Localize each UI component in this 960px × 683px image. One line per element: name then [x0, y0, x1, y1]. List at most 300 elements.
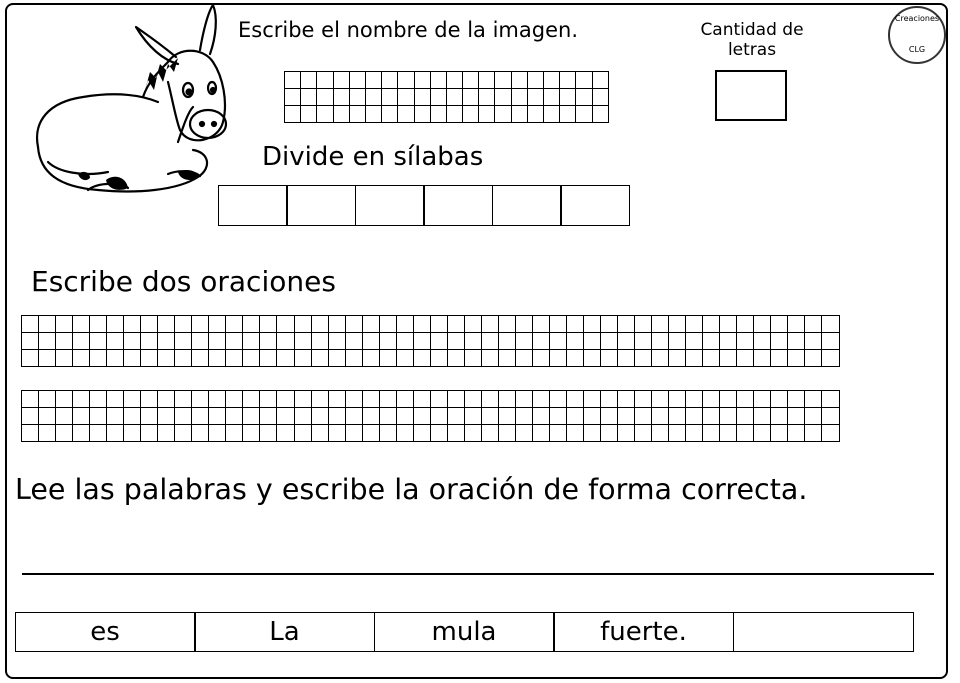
grid-cell[interactable]: [379, 425, 396, 442]
grid-cell[interactable]: [328, 350, 345, 367]
grid-cell[interactable]: [243, 408, 260, 425]
grid-cell[interactable]: [601, 316, 618, 333]
grid-cell[interactable]: [158, 316, 175, 333]
grid-cell[interactable]: [754, 391, 771, 408]
grid-cell[interactable]: [209, 425, 226, 442]
grid-cell[interactable]: [618, 350, 635, 367]
grid-cell[interactable]: [430, 333, 447, 350]
grid-cell[interactable]: [333, 72, 349, 89]
grid-cell[interactable]: [317, 106, 333, 123]
grid-cell[interactable]: [464, 350, 481, 367]
sentence-grid-1[interactable]: [21, 315, 840, 367]
grid-cell[interactable]: [532, 391, 549, 408]
grid-cell[interactable]: [39, 333, 56, 350]
grid-cell[interactable]: [527, 72, 543, 89]
grid-cell[interactable]: [447, 425, 464, 442]
grid-cell[interactable]: [175, 316, 192, 333]
word-box[interactable]: fuerte.: [553, 612, 734, 652]
grid-cell[interactable]: [56, 350, 73, 367]
grid-cell[interactable]: [618, 333, 635, 350]
syllable-box[interactable]: [492, 185, 562, 226]
grid-cell[interactable]: [601, 408, 618, 425]
grid-cell[interactable]: [447, 333, 464, 350]
grid-cell[interactable]: [260, 425, 277, 442]
grid-cell[interactable]: [430, 350, 447, 367]
grid-cell[interactable]: [73, 425, 90, 442]
grid-cell[interactable]: [703, 350, 720, 367]
grid-cell[interactable]: [56, 408, 73, 425]
grid-cell[interactable]: [686, 350, 703, 367]
grid-cell[interactable]: [567, 425, 584, 442]
grid-cell[interactable]: [635, 391, 652, 408]
grid-cell[interactable]: [311, 316, 328, 333]
grid-cell[interactable]: [124, 408, 141, 425]
grid-cell[interactable]: [446, 72, 462, 89]
grid-cell[interactable]: [294, 333, 311, 350]
grid-cell[interactable]: [107, 408, 124, 425]
grid-cell[interactable]: [328, 333, 345, 350]
grid-cell[interactable]: [365, 89, 381, 106]
grid-cell[interactable]: [495, 72, 511, 89]
grid-cell[interactable]: [226, 333, 243, 350]
grid-cell[interactable]: [720, 425, 737, 442]
sentence-grid-2[interactable]: [21, 390, 840, 442]
grid-cell[interactable]: [349, 89, 365, 106]
grid-cell[interactable]: [226, 391, 243, 408]
grid-cell[interactable]: [209, 333, 226, 350]
grid-cell[interactable]: [771, 408, 788, 425]
grid-cell[interactable]: [382, 89, 398, 106]
grid-cell[interactable]: [805, 350, 822, 367]
grid-cell[interactable]: [158, 425, 175, 442]
grid-cell[interactable]: [479, 89, 495, 106]
grid-cell[interactable]: [345, 408, 362, 425]
grid-cell[interactable]: [544, 89, 560, 106]
grid-cell[interactable]: [703, 391, 720, 408]
grid-cell[interactable]: [567, 350, 584, 367]
grid-cell[interactable]: [584, 350, 601, 367]
grid-cell[interactable]: [560, 89, 576, 106]
grid-cell[interactable]: [175, 350, 192, 367]
grid-cell[interactable]: [22, 333, 39, 350]
grid-cell[interactable]: [22, 408, 39, 425]
grid-cell[interactable]: [260, 316, 277, 333]
grid-cell[interactable]: [294, 408, 311, 425]
grid-cell[interactable]: [226, 425, 243, 442]
grid-cell[interactable]: [243, 391, 260, 408]
grid-cell[interactable]: [158, 408, 175, 425]
grid-cell[interactable]: [592, 89, 608, 106]
grid-cell[interactable]: [601, 350, 618, 367]
grid-cell[interactable]: [532, 425, 549, 442]
grid-cell[interactable]: [141, 425, 158, 442]
grid-cell[interactable]: [141, 408, 158, 425]
grid-cell[interactable]: [413, 333, 430, 350]
grid-cell[interactable]: [396, 425, 413, 442]
grid-cell[interactable]: [39, 408, 56, 425]
grid-cell[interactable]: [754, 350, 771, 367]
grid-cell[interactable]: [618, 425, 635, 442]
grid-cell[interactable]: [532, 408, 549, 425]
grid-cell[interactable]: [382, 106, 398, 123]
word-box[interactable]: [733, 612, 914, 652]
grid-cell[interactable]: [396, 333, 413, 350]
grid-cell[interactable]: [788, 408, 805, 425]
grid-cell[interactable]: [771, 350, 788, 367]
grid-cell[interactable]: [754, 333, 771, 350]
grid-cell[interactable]: [635, 350, 652, 367]
grid-cell[interactable]: [398, 106, 414, 123]
grid-cell[interactable]: [618, 391, 635, 408]
grid-cell[interactable]: [771, 425, 788, 442]
grid-cell[interactable]: [192, 391, 209, 408]
grid-cell[interactable]: [754, 425, 771, 442]
grid-cell[interactable]: [277, 425, 294, 442]
grid-cell[interactable]: [398, 72, 414, 89]
grid-cell[interactable]: [311, 333, 328, 350]
grid-cell[interactable]: [209, 408, 226, 425]
grid-cell[interactable]: [349, 72, 365, 89]
grid-cell[interactable]: [652, 350, 669, 367]
grid-cell[interactable]: [805, 425, 822, 442]
grid-cell[interactable]: [285, 72, 301, 89]
grid-cell[interactable]: [73, 408, 90, 425]
grid-cell[interactable]: [703, 316, 720, 333]
grid-cell[interactable]: [362, 350, 379, 367]
grid-cell[interactable]: [788, 350, 805, 367]
grid-cell[interactable]: [737, 333, 754, 350]
grid-cell[interactable]: [124, 316, 141, 333]
grid-cell[interactable]: [601, 425, 618, 442]
grid-cell[interactable]: [345, 425, 362, 442]
grid-cell[interactable]: [294, 350, 311, 367]
grid-cell[interactable]: [515, 408, 532, 425]
grid-cell[interactable]: [737, 391, 754, 408]
grid-cell[interactable]: [362, 391, 379, 408]
letter-count-box[interactable]: [715, 70, 787, 121]
grid-cell[interactable]: [209, 350, 226, 367]
grid-cell[interactable]: [737, 350, 754, 367]
grid-cell[interactable]: [549, 316, 566, 333]
grid-cell[interactable]: [532, 316, 549, 333]
grid-cell[interactable]: [754, 316, 771, 333]
grid-cell[interactable]: [635, 316, 652, 333]
grid-cell[interactable]: [260, 350, 277, 367]
grid-cell[interactable]: [618, 408, 635, 425]
grid-cell[interactable]: [822, 350, 840, 367]
answer-line[interactable]: [22, 573, 934, 575]
grid-cell[interactable]: [365, 106, 381, 123]
grid-cell[interactable]: [90, 350, 107, 367]
grid-cell[interactable]: [277, 391, 294, 408]
grid-cell[interactable]: [158, 350, 175, 367]
name-writing-grid[interactable]: [284, 71, 609, 123]
grid-cell[interactable]: [39, 425, 56, 442]
grid-cell[interactable]: [805, 408, 822, 425]
grid-cell[interactable]: [90, 333, 107, 350]
grid-cell[interactable]: [413, 425, 430, 442]
grid-cell[interactable]: [669, 425, 686, 442]
grid-cell[interactable]: [175, 425, 192, 442]
grid-cell[interactable]: [260, 333, 277, 350]
grid-cell[interactable]: [567, 316, 584, 333]
grid-cell[interactable]: [703, 425, 720, 442]
grid-cell[interactable]: [362, 408, 379, 425]
grid-cell[interactable]: [90, 408, 107, 425]
grid-cell[interactable]: [515, 425, 532, 442]
grid-cell[interactable]: [73, 316, 90, 333]
grid-cell[interactable]: [479, 72, 495, 89]
grid-cell[interactable]: [446, 89, 462, 106]
grid-cell[interactable]: [365, 72, 381, 89]
grid-cell[interactable]: [192, 350, 209, 367]
grid-cell[interactable]: [398, 89, 414, 106]
grid-cell[interactable]: [396, 316, 413, 333]
grid-cell[interactable]: [447, 391, 464, 408]
grid-cell[interactable]: [158, 391, 175, 408]
grid-cell[interactable]: [414, 106, 430, 123]
grid-cell[interactable]: [22, 391, 39, 408]
grid-cell[interactable]: [277, 333, 294, 350]
grid-cell[interactable]: [703, 333, 720, 350]
grid-cell[interactable]: [447, 316, 464, 333]
grid-cell[interactable]: [652, 333, 669, 350]
grid-cell[interactable]: [243, 333, 260, 350]
grid-cell[interactable]: [549, 333, 566, 350]
grid-cell[interactable]: [560, 72, 576, 89]
grid-cell[interactable]: [669, 333, 686, 350]
grid-cell[interactable]: [576, 72, 592, 89]
grid-cell[interactable]: [584, 333, 601, 350]
syllable-boxes[interactable]: [219, 185, 630, 226]
grid-cell[interactable]: [511, 106, 527, 123]
grid-cell[interactable]: [90, 425, 107, 442]
word-box[interactable]: es: [15, 612, 196, 652]
grid-cell[interactable]: [285, 89, 301, 106]
grid-cell[interactable]: [584, 408, 601, 425]
grid-cell[interactable]: [592, 72, 608, 89]
grid-cell[interactable]: [498, 350, 515, 367]
grid-cell[interactable]: [686, 391, 703, 408]
grid-cell[interactable]: [567, 333, 584, 350]
grid-cell[interactable]: [345, 391, 362, 408]
grid-cell[interactable]: [192, 333, 209, 350]
grid-cell[interactable]: [328, 316, 345, 333]
grid-cell[interactable]: [124, 350, 141, 367]
grid-cell[interactable]: [226, 316, 243, 333]
syllable-box[interactable]: [423, 185, 493, 226]
grid-cell[interactable]: [464, 425, 481, 442]
grid-cell[interactable]: [328, 408, 345, 425]
grid-cell[interactable]: [720, 316, 737, 333]
grid-cell[interactable]: [379, 408, 396, 425]
grid-cell[interactable]: [498, 333, 515, 350]
grid-cell[interactable]: [56, 316, 73, 333]
grid-cell[interactable]: [481, 350, 498, 367]
grid-cell[interactable]: [788, 333, 805, 350]
grid-cell[interactable]: [754, 408, 771, 425]
grid-cell[interactable]: [382, 72, 398, 89]
grid-cell[interactable]: [805, 316, 822, 333]
grid-cell[interactable]: [549, 391, 566, 408]
grid-cell[interactable]: [652, 316, 669, 333]
grid-cell[interactable]: [141, 333, 158, 350]
grid-cell[interactable]: [22, 425, 39, 442]
grid-cell[interactable]: [260, 391, 277, 408]
grid-cell[interactable]: [301, 89, 317, 106]
syllable-box[interactable]: [560, 185, 630, 226]
grid-cell[interactable]: [301, 106, 317, 123]
word-box[interactable]: mula: [374, 612, 555, 652]
grid-cell[interactable]: [481, 408, 498, 425]
grid-cell[interactable]: [720, 408, 737, 425]
grid-cell[interactable]: [788, 391, 805, 408]
grid-cell[interactable]: [532, 333, 549, 350]
grid-cell[interactable]: [447, 408, 464, 425]
grid-cell[interactable]: [584, 425, 601, 442]
grid-cell[interactable]: [277, 408, 294, 425]
grid-cell[interactable]: [544, 106, 560, 123]
grid-cell[interactable]: [515, 316, 532, 333]
grid-cell[interactable]: [805, 391, 822, 408]
grid-cell[interactable]: [463, 72, 479, 89]
grid-cell[interactable]: [822, 425, 840, 442]
grid-cell[interactable]: [720, 391, 737, 408]
grid-cell[interactable]: [464, 333, 481, 350]
grid-cell[interactable]: [549, 350, 566, 367]
grid-cell[interactable]: [498, 425, 515, 442]
grid-cell[interactable]: [430, 425, 447, 442]
grid-cell[interactable]: [192, 316, 209, 333]
grid-cell[interactable]: [822, 408, 840, 425]
grid-cell[interactable]: [567, 408, 584, 425]
word-box[interactable]: La: [194, 612, 375, 652]
grid-cell[interactable]: [311, 408, 328, 425]
grid-cell[interactable]: [413, 391, 430, 408]
grid-cell[interactable]: [56, 425, 73, 442]
grid-cell[interactable]: [362, 333, 379, 350]
grid-cell[interactable]: [822, 316, 840, 333]
grid-cell[interactable]: [788, 316, 805, 333]
grid-cell[interactable]: [669, 316, 686, 333]
grid-cell[interactable]: [260, 408, 277, 425]
grid-cell[interactable]: [73, 350, 90, 367]
grid-cell[interactable]: [822, 333, 840, 350]
grid-cell[interactable]: [567, 391, 584, 408]
grid-cell[interactable]: [464, 316, 481, 333]
grid-cell[interactable]: [301, 72, 317, 89]
grid-cell[interactable]: [703, 408, 720, 425]
grid-cell[interactable]: [822, 391, 840, 408]
grid-cell[interactable]: [73, 333, 90, 350]
syllable-box[interactable]: [218, 185, 288, 226]
grid-cell[interactable]: [362, 425, 379, 442]
grid-cell[interactable]: [175, 333, 192, 350]
grid-cell[interactable]: [333, 106, 349, 123]
grid-cell[interactable]: [430, 391, 447, 408]
grid-cell[interactable]: [464, 391, 481, 408]
grid-cell[interactable]: [737, 425, 754, 442]
grid-cell[interactable]: [311, 391, 328, 408]
grid-cell[interactable]: [209, 316, 226, 333]
grid-cell[interactable]: [720, 333, 737, 350]
grid-cell[interactable]: [73, 391, 90, 408]
grid-cell[interactable]: [560, 106, 576, 123]
grid-cell[interactable]: [414, 89, 430, 106]
grid-cell[interactable]: [345, 316, 362, 333]
grid-cell[interactable]: [788, 425, 805, 442]
grid-cell[interactable]: [495, 106, 511, 123]
grid-cell[interactable]: [317, 89, 333, 106]
grid-cell[interactable]: [464, 408, 481, 425]
grid-cell[interactable]: [652, 408, 669, 425]
grid-cell[interactable]: [576, 89, 592, 106]
grid-cell[interactable]: [686, 333, 703, 350]
grid-cell[interactable]: [805, 333, 822, 350]
grid-cell[interactable]: [349, 106, 365, 123]
grid-cell[interactable]: [141, 316, 158, 333]
grid-cell[interactable]: [481, 391, 498, 408]
grid-cell[interactable]: [294, 425, 311, 442]
grid-cell[interactable]: [430, 89, 446, 106]
grid-cell[interactable]: [277, 350, 294, 367]
grid-cell[interactable]: [495, 89, 511, 106]
grid-cell[interactable]: [317, 72, 333, 89]
grid-cell[interactable]: [22, 350, 39, 367]
grid-cell[interactable]: [771, 316, 788, 333]
grid-cell[interactable]: [396, 391, 413, 408]
grid-cell[interactable]: [498, 316, 515, 333]
grid-cell[interactable]: [175, 391, 192, 408]
grid-cell[interactable]: [686, 316, 703, 333]
grid-cell[interactable]: [362, 316, 379, 333]
grid-cell[interactable]: [311, 350, 328, 367]
grid-cell[interactable]: [379, 333, 396, 350]
grid-cell[interactable]: [294, 391, 311, 408]
grid-cell[interactable]: [544, 72, 560, 89]
grid-cell[interactable]: [601, 391, 618, 408]
grid-cell[interactable]: [527, 89, 543, 106]
grid-cell[interactable]: [446, 106, 462, 123]
grid-cell[interactable]: [479, 106, 495, 123]
grid-cell[interactable]: [515, 333, 532, 350]
grid-cell[interactable]: [379, 391, 396, 408]
grid-cell[interactable]: [669, 391, 686, 408]
grid-cell[interactable]: [686, 425, 703, 442]
grid-cell[interactable]: [243, 350, 260, 367]
grid-cell[interactable]: [414, 72, 430, 89]
grid-cell[interactable]: [511, 89, 527, 106]
grid-cell[interactable]: [413, 408, 430, 425]
grid-cell[interactable]: [243, 316, 260, 333]
grid-cell[interactable]: [720, 350, 737, 367]
grid-cell[interactable]: [576, 106, 592, 123]
grid-cell[interactable]: [107, 316, 124, 333]
grid-cell[interactable]: [90, 391, 107, 408]
grid-cell[interactable]: [447, 350, 464, 367]
grid-cell[interactable]: [124, 333, 141, 350]
grid-cell[interactable]: [430, 72, 446, 89]
grid-cell[interactable]: [158, 333, 175, 350]
grid-cell[interactable]: [39, 316, 56, 333]
grid-cell[interactable]: [294, 316, 311, 333]
grid-cell[interactable]: [243, 425, 260, 442]
grid-cell[interactable]: [175, 408, 192, 425]
grid-cell[interactable]: [669, 350, 686, 367]
grid-cell[interactable]: [463, 106, 479, 123]
grid-cell[interactable]: [686, 408, 703, 425]
grid-cell[interactable]: [635, 408, 652, 425]
